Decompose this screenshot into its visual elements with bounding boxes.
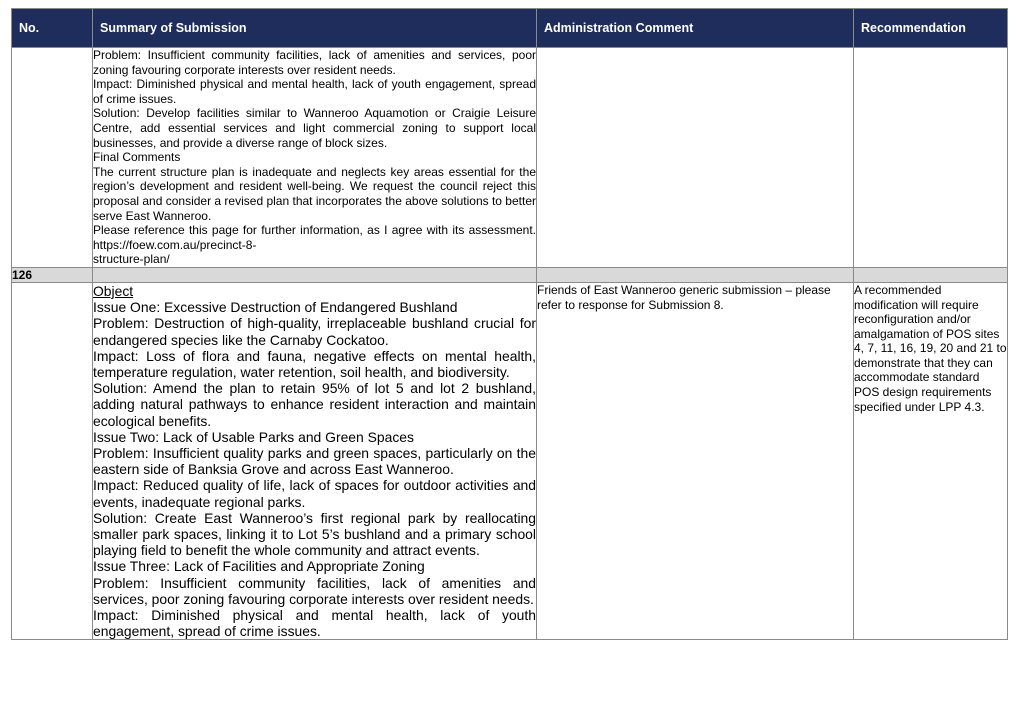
header-admin-comment: Administration Comment	[537, 9, 854, 48]
summary-line: Impact: Diminished physical and mental health, lack of youth engagement, spread of crime issues.	[93, 77, 536, 106]
summary-line: Please reference this page for further information, as I agree with its assessment. https://foew.com.au/precinct-8-	[93, 223, 536, 252]
cell-no-empty	[12, 282, 93, 639]
cell-recommendation-empty	[854, 48, 1008, 268]
summary-line: Problem: Insufficient community facilities, lack of amenities and services, poor zoning favouring corporate interests over resident needs.	[93, 48, 536, 77]
summary-line: Solution: Develop facilities similar to Wanneroo Aquamotion or Craigie Leisure Centre, add essential services and light commercial zoning to support local businesses, and provide a diverse range of block sizes.	[93, 106, 536, 150]
cell-summary-continued	[93, 48, 537, 268]
summary-line: Solution: Amend the plan to retain 95% of lot 5 and lot 2 bushland, adding natural pathways to enhance resident interaction and maintain ecological benefits.	[93, 380, 536, 429]
submission-number: 126	[12, 267, 93, 282]
table-row-submission-126	[12, 282, 1008, 639]
summary-line: Problem: Insufficient quality parks and green spaces, particularly on the eastern side of Banksia Grove and across East Wanneroo.	[93, 444, 536, 478]
summary-line: Issue One: Excessive Destruction of Endangered Bushland	[93, 299, 458, 316]
submission-number-row	[12, 267, 1008, 282]
header-summary: Summary of Submission	[93, 9, 537, 48]
admin-comment-text: Friends of East Wanneroo generic submission – please refer to response for Submission 8.	[537, 282, 831, 312]
summary-line: The current structure plan is inadequate and neglects key areas essential for the region’s development and resident well-being. We request the council reject this proposal and consider a revised plan that incorporates the above solutions to better serve East Wanneroo.	[93, 164, 536, 223]
summary-line: Solution: Create East Wanneroo’s first regional park by reallocating smaller park spaces, linking it to Lot 5’s bushland and a primary school playing field to benefit the whole community and attract events.	[93, 509, 536, 559]
summary-line: Issue Two: Lack of Usable Parks and Green Spaces	[93, 428, 414, 445]
header-no: No.	[12, 9, 93, 48]
header-recommendation: Recommendation	[854, 9, 1008, 48]
summary-line: Problem: Insufficient community facilities, lack of amenities and services, poor zoning favouring corporate interests over resident needs.	[93, 574, 536, 607]
cell-no-empty	[12, 48, 93, 268]
recommendation-text: A recommended modification will require reconfiguration and/or amalgamation of POS sites 4, 7, 11, 16, 19, 20 and 21 to demonstrate that they can accommodate standard POS design requirements specified under LPP 4.3.	[854, 282, 1007, 414]
summary-line: Final Comments	[93, 150, 181, 165]
table-row-continued	[12, 48, 1008, 268]
summary-heading: Object	[93, 282, 134, 299]
cell-admin-comment	[537, 282, 854, 639]
table-header-row	[12, 9, 1008, 48]
summary-line: structure-plan/	[93, 252, 170, 267]
summary-line: Impact: Reduced quality of life, lack of spaces for outdoor activities and events, inadequate regional parks.	[93, 477, 536, 510]
cell-admin-empty	[537, 48, 854, 268]
summary-line: Issue Three: Lack of Facilities and Appropriate Zoning	[93, 558, 425, 575]
summary-line: Problem: Destruction of high-quality, irreplaceable bushland crucial for endangered species like the Carnaby Cockatoo.	[93, 315, 536, 348]
summary-line: Impact: Diminished physical and mental health, lack of youth engagement, spread of crime issues.	[93, 606, 536, 640]
summary-line: Impact: Loss of flora and fauna, negative effects on mental health, temperature regulation, water retention, soil health, and biodiversity.	[93, 347, 536, 380]
submissions-table	[11, 8, 1008, 640]
cell-recommendation	[854, 282, 1008, 639]
cell-summary-126	[93, 282, 537, 639]
